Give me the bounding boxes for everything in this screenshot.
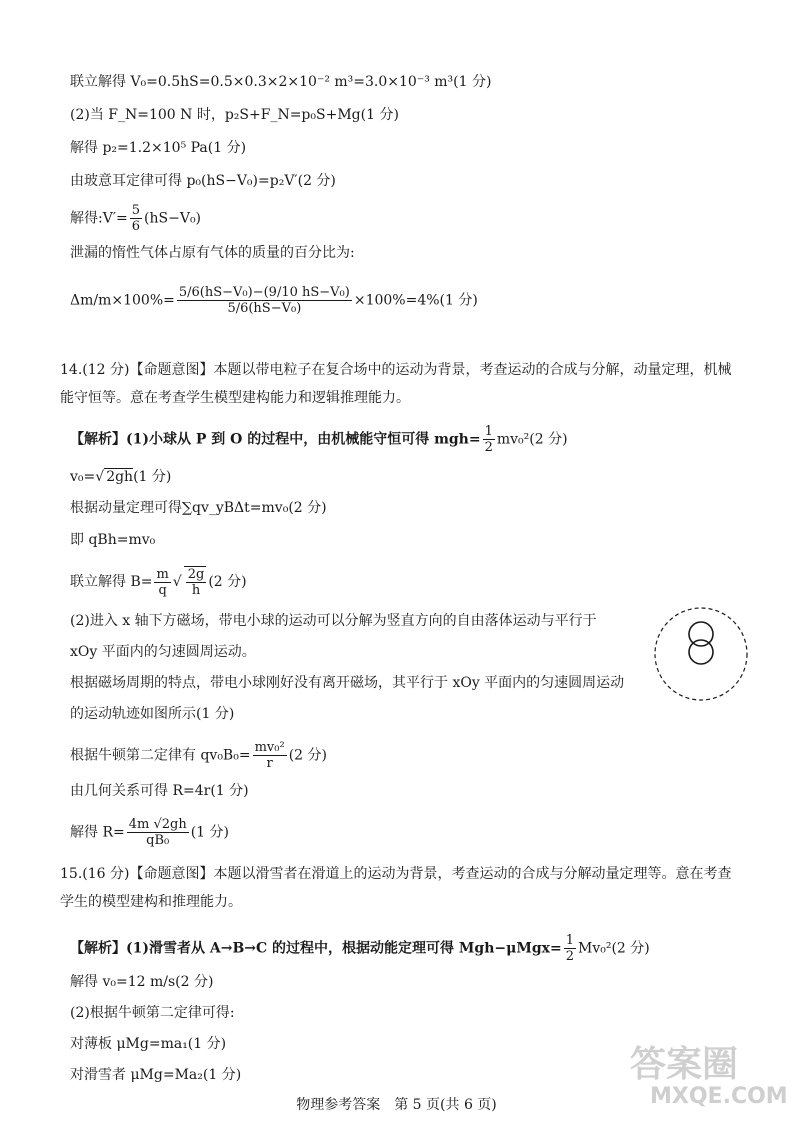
trajectory-circle-lower [689, 640, 713, 664]
fraction: $\frac{\text{mv₀²}}{r}$ [254, 740, 285, 771]
fraction: $\frac{1}{2}$ [565, 933, 574, 964]
q15-newton-intro: (2)根据牛顿第二定律可得: [70, 1005, 235, 1021]
line-part2-balance: (2)当 F_N=100 N 时，p₂S+F_N=p₀S+Mg(1 分) [70, 107, 399, 123]
q14-part2-line3: 根据磁场周期的特点，带电小球刚好没有离开磁场，其平行于 xOy 平面内的匀速圆周运动 [70, 675, 625, 691]
q14-part2-line2: xOy 平面内的匀速圆周运动。 [70, 644, 256, 660]
q14-qbh: 即 qBh=mv₀ [70, 532, 156, 548]
q15-v0: 解得 v₀=12 m/s(2 分) [70, 974, 214, 990]
fraction: $\frac{1}{2}$ [484, 424, 493, 455]
fraction: $\frac{\text{5/6(hS−V₀)−(9/10 hS−V₀)}}{\text{5/6(hS−V₀)}}$ [178, 285, 350, 316]
q15-skier: 对滑雪者 μMg=Ma₂(1 分) [70, 1067, 242, 1083]
q14-v0: v₀=√ 2gh(1 分) [70, 469, 172, 485]
watermark-bottom: MXQE.COM [650, 1084, 788, 1109]
fraction: $\frac{m}{q}$ [156, 566, 169, 598]
q14-newton-second: 根据牛顿第二定律有 qv₀B₀= $\frac{\text{mv₀²}}{r}$ (2 分) [70, 740, 327, 771]
line-vprime: 解得:V′= $\frac{5}{6}$ (hS−V₀) [70, 203, 202, 234]
q14-part2-line4: 的运动轨迹如图所示(1 分) [70, 706, 235, 722]
page-footer: 物理参考答案 第 5 页(共 6 页) [296, 1097, 497, 1113]
q15-analysis-energy: 【解析】(1)滑雪者从 A→B→C 的过程中，根据动能定理可得 Mgh−μMgx= $\frac{1}{2}$ Mv₀²(2 分) [70, 933, 650, 964]
q15-header: 15.(16 分)【命题意图】本题以滑雪者在滑道上的运动为背景，考查运动的合成与分解动量定理等。意在考查学生的模型建构和推理能力。 [60, 866, 732, 910]
q14-r-result: 解得 R= $\frac{4m √2gh}{\text{qB₀}}$ (1 分) [70, 817, 229, 848]
q14-part2-line1: (2)进入 x 轴下方磁场，带电小球的运动可以分解为竖直方向的自由落体运动与平行于 [70, 613, 597, 629]
root-fraction: $\frac{2g}{h}$ [184, 566, 207, 598]
line-p2-result: 解得 p₂=1.2×10⁵ Pa(1 分) [70, 140, 247, 156]
line-boyle-law: 由玻意耳定律可得 p₀(hS−V₀)=p₂V′(2 分) [70, 173, 336, 189]
line-percentage-intro: 泄漏的惰性气体占原有气体的质量的百分比为: [70, 245, 355, 261]
q14-b-result: 联立解得 B= $\frac{m}{q}$ √ $\frac{2g}{h}$ (2 分) [70, 566, 247, 598]
trajectory-figure [652, 606, 752, 706]
watermark-top: 答案圈 [630, 1044, 739, 1085]
q14-momentum-theorem: 根据动量定理可得∑qv_yBΔt=mv₀(2 分) [70, 500, 327, 516]
watermark-logo [622, 1034, 788, 1114]
fraction: $\frac{5}{6}$ [131, 203, 141, 234]
line-v0-result: 联立解得 V₀=0.5hS=0.5×0.3×2×10⁻² m³=3.0×10⁻³ m³(1 分) [70, 74, 492, 90]
q14-analysis-energy: 【解析】(1)小球从 P 到 O 的过程中，由机械能守恒可得 mgh= $\frac{1}{2}$ mv₀²(2 分) [70, 424, 568, 455]
q14-geometry: 由几何关系可得 R=4r(1 分) [70, 783, 249, 799]
fraction: $\frac{4m √2gh}{\text{qB₀}}$ [128, 817, 187, 848]
q15-plank: 对薄板 μMg=ma₁(1 分) [70, 1036, 227, 1052]
line-percentage-formula: Δm/m×100%= $\frac{\text{5/6(hS−V₀)−(9/10 hS−V₀)}}{\text{5/6(hS−V₀)}}$ ×100%=4%(1 分) [70, 285, 478, 316]
q14-header: 14.(12 分)【命题意图】本题以带电粒子在复合场中的运动为背景，考查运动的合成与分解，动量定理，机械能守恒等。意在考查学生模型建构能力和逻辑推理能力。 [60, 362, 732, 406]
